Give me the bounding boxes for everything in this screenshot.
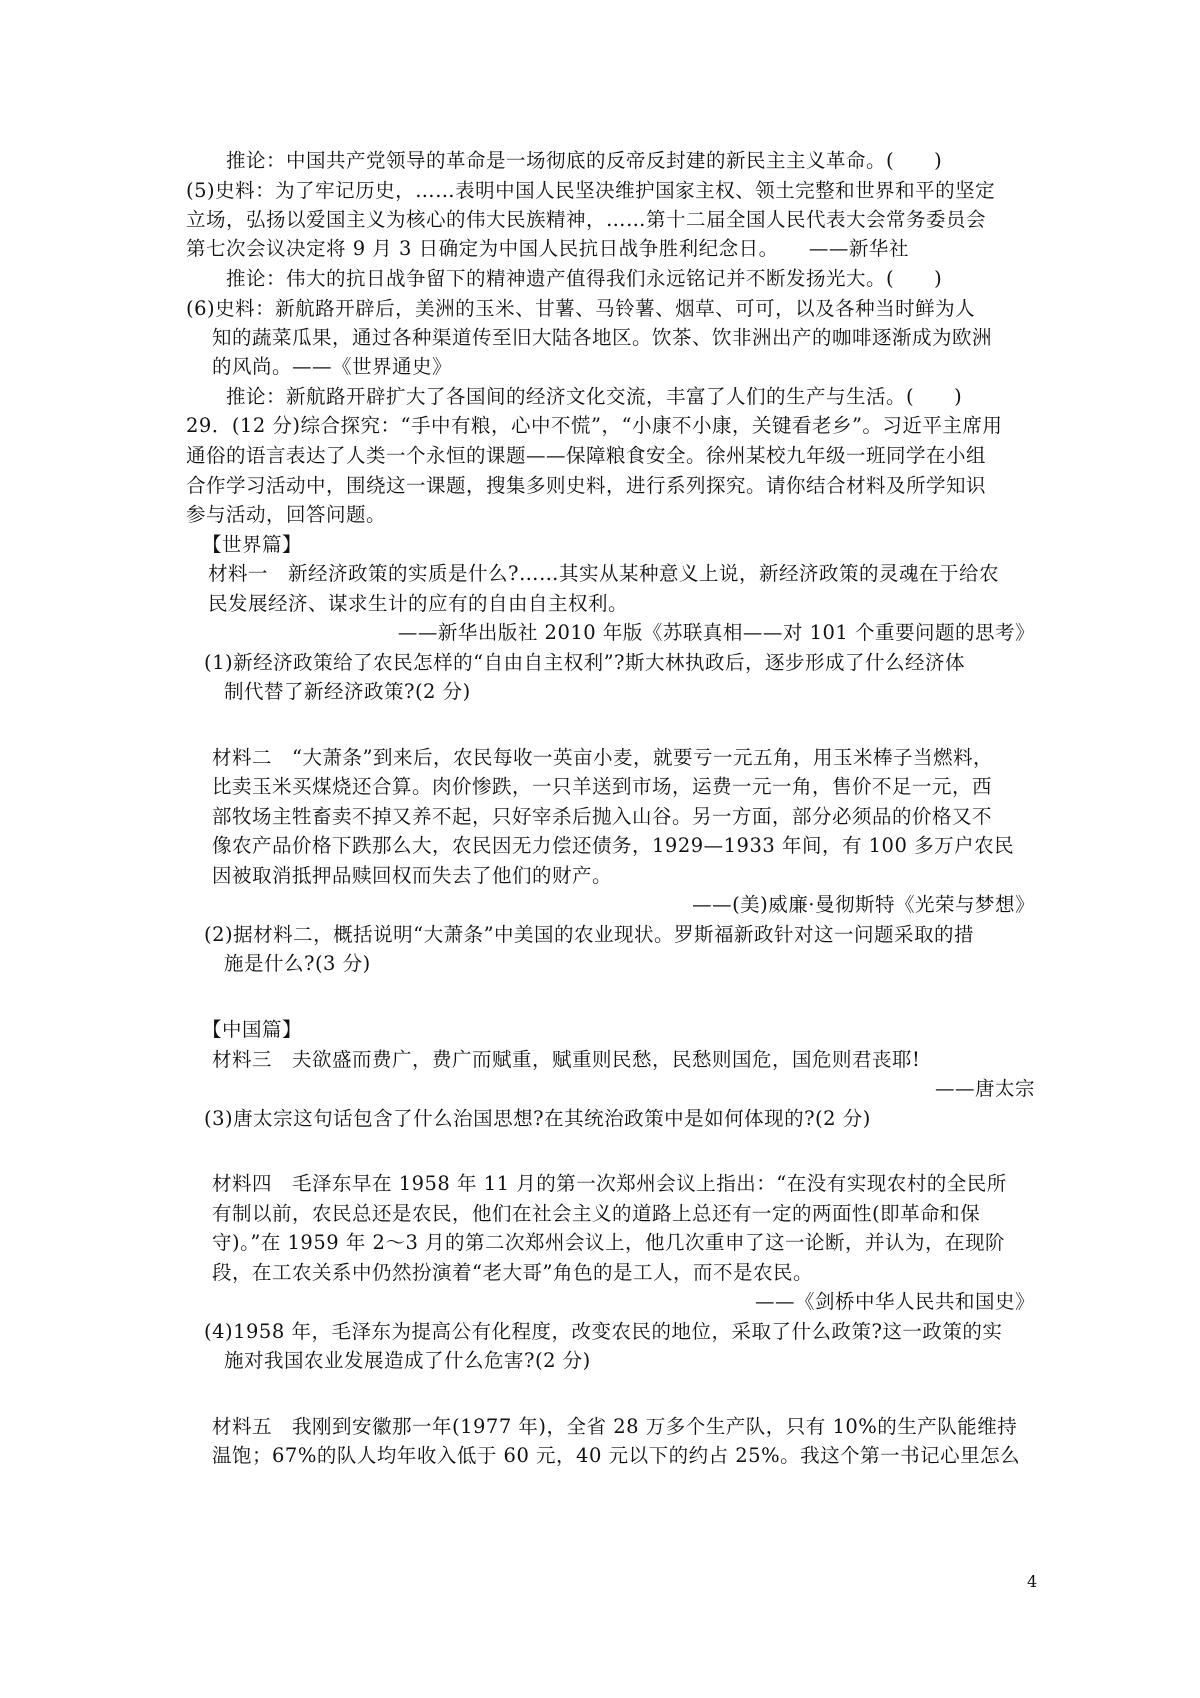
source-citation: ——《剑桥中华人民共和国史》 [754, 1290, 1035, 1313]
text-line: 知的蔬菜瓜果，通过各种渠道传至旧大陆各地区。饮茶、饮非洲出产的咖啡逐渐成为欧洲 [212, 326, 993, 349]
text-line: 部牧场主牲畜卖不掉又养不起，只好宰杀后抛入山谷。另一方面，部分必须品的价格又不 [212, 805, 993, 828]
text-line: 施对我国农业发展造成了什么危害?(2 分) [224, 1349, 591, 1372]
material-5: 材料五 我刚到安徽那一年(1977 年)，全省 28 万多个生产队，只有 10%的生产队能维持 [212, 1415, 1018, 1438]
material-1: 材料一 新经济政策的实质是什么?……其实从某种意义上说，新经济政策的灵魂在于给农 [208, 562, 999, 585]
question-29: 29．(12 分)综合探究：“手中有粮，心中不慌”，“小康不小康，关键看老乡”。习近平主席用 [186, 414, 1003, 437]
text-line: 守)。”在 1959 年 2～3 月的第二次郑州会议上，他几次重申了这一论断，并认为，在现阶 [212, 1231, 1006, 1254]
sub-question-1: (1)新经济政策给了农民怎样的“自由自主权利”?斯大林执政后，逐步形成了什么经济体 [204, 651, 966, 674]
material-4: 材料四 毛泽东早在 1958 年 11 月的第一次郑州会议上指出：“在没有实现农村的全民所 [212, 1172, 1007, 1195]
text-line: 段，在工农关系中仍然扮演着“老大哥”角色的是工人，而不是农民。 [212, 1261, 813, 1284]
source-citation: ——新华出版社 2010 年版《苏联真相——对 101 个重要问题的思考》 [397, 621, 1035, 644]
text-line: 制代替了新经济政策?(2 分) [224, 680, 471, 703]
text-line: 通俗的语言表达了人类一个永恒的课题——保障粮食安全。徐州某校九年级一班同学在小组 [186, 444, 987, 467]
text-line: 推论：伟大的抗日战争留下的精神遗产值得我们永远铭记并不断发扬光大。( ) [226, 267, 943, 290]
sub-question-3: (3)唐太宗这句话包含了什么治国思想?在其统治政策中是如何体现的?(2 分) [204, 1107, 871, 1130]
text-line: 施是什么?(3 分) [224, 952, 371, 975]
text-line: 因被取消抵押品赎回权而失去了他们的财产。 [212, 864, 613, 887]
sub-question-2: (2)据材料二，概括说明“大萧条”中美国的农业现状。罗斯福新政针对这一问题采取的措 [204, 923, 975, 946]
text-line: 推论：新航路开辟扩大了各国间的经济文化交流，丰富了人们的生产与生活。( ) [226, 385, 963, 408]
text-line: (6)史料：新航路开辟后，美洲的玉米、甘薯、马铃薯、烟草、可可，以及各种当时鲜为人 [186, 297, 976, 320]
source-citation: ——(美)威廉·曼彻斯特《光荣与梦想》 [692, 893, 1035, 916]
text-line: 合作学习活动中，围绕这一课题，搜集多则史料，进行系列探究。请你结合材料及所学知识 [186, 474, 987, 497]
text-line: 有制以前，农民总还是农民，他们在社会主义的道路上总还有一定的两面性(即革命和保 [212, 1202, 981, 1225]
sub-question-4: (4)1958 年，毛泽东为提高公有化程度，改变农民的地位，采取了什么政策?这一政策的实 [204, 1320, 1003, 1343]
text-line: 立场，弘扬以爱国主义为核心的伟大民族精神，……第十二届全国人民代表大会常务委员会 [186, 208, 987, 231]
material-3: 材料三 夫欲盛而费广，费广而赋重，赋重则民愁，民愁则国危，国危则君丧耶! [212, 1048, 921, 1071]
text-line: 比卖玉米买煤烧还合算。肉价惨跌，一只羊送到市场，运费一元一角，售价不足一元，西 [212, 775, 993, 798]
text-line: 第七次会议决定将 9 月 3 日确定为中国人民抗日战争胜利纪念日。 ——新华社 [186, 237, 909, 260]
text-line: 像农产品价格下跌那么大，农民因无力偿还债务，1929—1933 年间，有 100 多万户农民 [212, 834, 1015, 857]
text-line: 推论：中国共产党领导的革命是一场彻底的反帝反封建的新民主主义革命。( ) [226, 149, 943, 172]
page-number: 4 [1027, 1572, 1038, 1591]
text-line: 民发展经济、谋求生计的应有的自由自主权利。 [208, 592, 629, 615]
source-citation: ——唐太宗 [934, 1077, 1035, 1100]
text-line: 的风尚。——《世界通史》 [212, 355, 453, 378]
text-line: (5)史料：为了牢记历史，……表明中国人民坚决维护国家主权、领土完整和世界和平的坚定 [186, 179, 996, 202]
text-line: 温饱；67%的队人均年收入低于 60 元，40 元以下的约占 25%。我这个第一书记心里怎么 [212, 1444, 1021, 1467]
section-heading-world: 【世界篇】 [202, 533, 303, 556]
text-line: 参与活动，回答问题。 [186, 503, 387, 526]
section-heading-china: 【中国篇】 [202, 1018, 303, 1041]
material-2: 材料二 “大萧条”到来后，农民每收一英亩小麦，就要亏一元五角，用玉米棒子当燃料， [212, 746, 993, 769]
